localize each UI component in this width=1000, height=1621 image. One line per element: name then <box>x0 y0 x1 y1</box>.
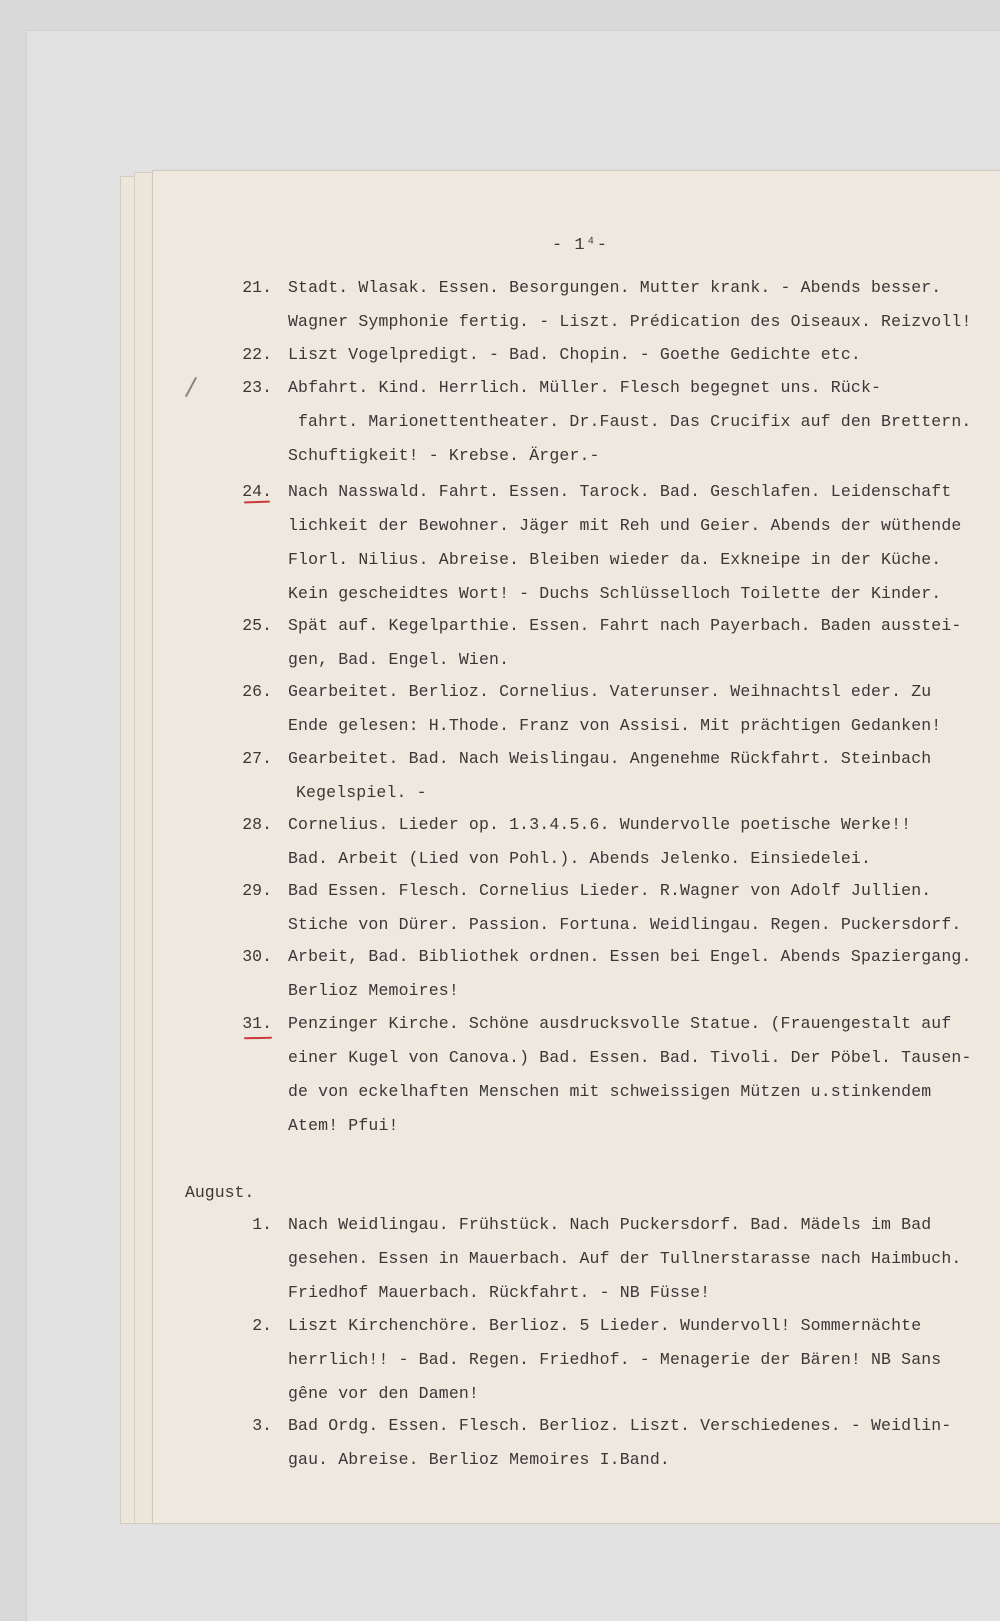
entry-day: 30. <box>242 947 272 966</box>
entry-line: gen, Bad. Engel. Wien. <box>288 650 510 669</box>
entry-line: Friedhof Mauerbach. Rückfahrt. - NB Füsse! <box>288 1283 711 1302</box>
entry-line: Wagner Symphonie fertig. - Liszt. Prédication des Oiseaux. Reizvoll! <box>288 312 972 331</box>
entry-day: 29. <box>242 881 272 900</box>
entry-line: Atem! Pfui! <box>288 1116 399 1135</box>
entry-day: 1. <box>252 1215 272 1234</box>
entry-day: 31. <box>242 1014 272 1033</box>
month-heading: August. <box>185 1183 255 1202</box>
entry-line: herrlich!! - Bad. Regen. Friedhof. - Menagerie der Bären! NB Sans <box>288 1350 942 1369</box>
entry-line: Schuftigkeit! - Krebse. Ärger.- <box>288 446 600 465</box>
entry-line: Arbeit, Bad. Bibliothek ordnen. Essen bei Engel. Abends Spaziergang. <box>288 947 972 966</box>
entry-line: Cornelius. Lieder op. 1.3.4.5.6. Wundervolle poetische Werke!! <box>288 815 912 834</box>
entry-day: 2. <box>252 1316 272 1335</box>
entry-line: Bad Ordg. Essen. Flesch. Berlioz. Liszt. Verschiedenes. - Weidlin- <box>288 1416 952 1435</box>
entry-line: Liszt Kirchenchöre. Berlioz. 5 Lieder. Wundervoll! Sommernächte <box>288 1316 922 1335</box>
entry-day: 26. <box>242 682 272 701</box>
entry-day: 22. <box>242 345 272 364</box>
entry-line: Stiche von Dürer. Passion. Fortuna. Weidlingau. Regen. Puckersdorf. <box>288 915 962 934</box>
entry-line: Stadt. Wlasak. Essen. Besorgungen. Mutter krank. - Abends besser. <box>288 278 942 297</box>
entry-line: Ende gelesen: H.Thode. Franz von Assisi. Mit prächtigen Gedanken! <box>288 716 942 735</box>
entry-line: Nach Weidlingau. Frühstück. Nach Puckersdorf. Bad. Mädels im Bad <box>288 1215 932 1234</box>
entry-line: Florl. Nilius. Abreise. Bleiben wieder da. Exkneipe in der Küche. <box>288 550 942 569</box>
entry-line: Penzinger Kirche. Schöne ausdrucksvolle Statue. (Frauengestalt auf <box>288 1014 952 1033</box>
entry-line: gesehen. Essen in Mauerbach. Auf der Tullnerstarasse nach Haimbuch. <box>288 1249 962 1268</box>
entry-line: lichkeit der Bewohner. Jäger mit Reh und Geier. Abends der wüthende <box>288 516 962 535</box>
entry-line: fahrt. Marionettentheater. Dr.Faust. Das Crucifix auf den Brettern. <box>298 412 972 431</box>
entry-day: 25. <box>242 616 272 635</box>
entry-line: einer Kugel von Canova.) Bad. Essen. Bad. Tivoli. Der Pöbel. Tausen- <box>288 1048 972 1067</box>
entry-day: 27. <box>242 749 272 768</box>
entry-line: Berlioz Memoires! <box>288 981 459 1000</box>
entry-line: Spät auf. Kegelparthie. Essen. Fahrt nach Payerbach. Baden ausstei- <box>288 616 962 635</box>
entry-line: Bad Essen. Flesch. Cornelius Lieder. R.Wagner von Adolf Jullien. <box>288 881 932 900</box>
entry-line: Bad. Arbeit (Lied von Pohl.). Abends Jelenko. Einsiedelei. <box>288 849 871 868</box>
entry-day: 24. <box>242 482 272 501</box>
entry-line: Gearbeitet. Bad. Nach Weislingau. Angenehme Rückfahrt. Steinbach <box>288 749 932 768</box>
entry-line: Kegelspiel. - <box>296 783 427 802</box>
entry-line: Liszt Vogelpredigt. - Bad. Chopin. - Goethe Gedichte etc. <box>288 345 861 364</box>
entry-line: Nach Nasswald. Fahrt. Essen. Tarock. Bad. Geschlafen. Leidenschaft <box>288 482 952 501</box>
entry-day: 23. <box>242 378 272 397</box>
page-number: - 1⁴- <box>552 236 609 255</box>
entry-line: de von eckelhaften Menschen mit schweissigen Mützen u.stinkendem <box>288 1082 932 1101</box>
entry-line: gêne vor den Damen! <box>288 1384 479 1403</box>
entry-line: Kein gescheidtes Wort! - Duchs Schlüsselloch Toilette der Kinder. <box>288 584 942 603</box>
entry-day: 21. <box>242 278 272 297</box>
entry-line: gau. Abreise. Berlioz Memoires I.Band. <box>288 1450 670 1469</box>
entry-day: 28. <box>242 815 272 834</box>
entry-day: 3. <box>252 1416 272 1435</box>
entry-line: Gearbeitet. Berlioz. Cornelius. Vaterunser. Weihnachtsl eder. Zu <box>288 682 932 701</box>
entry-line: Abfahrt. Kind. Herrlich. Müller. Flesch begegnet uns. Rück- <box>288 378 882 397</box>
